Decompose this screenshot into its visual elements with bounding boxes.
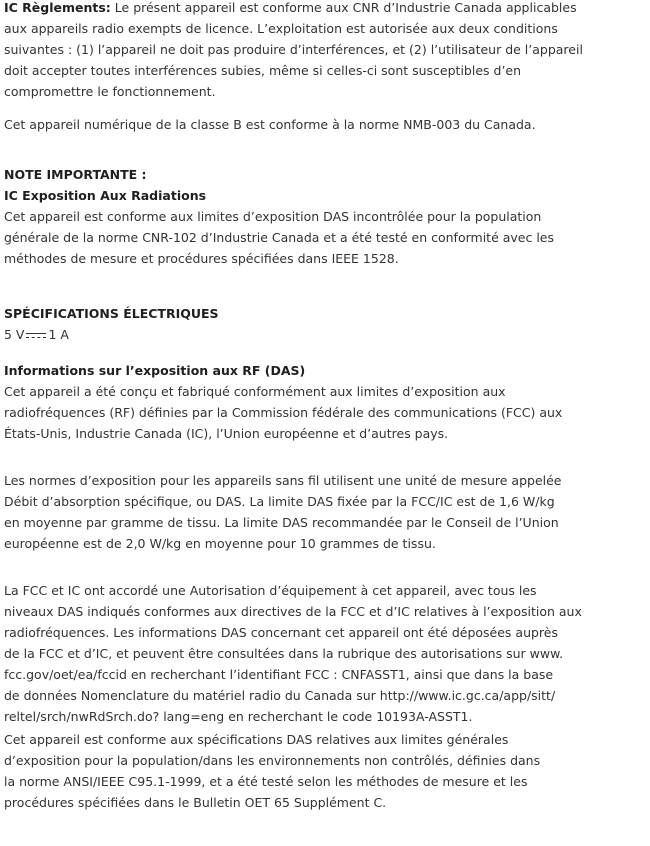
important-note-heading: NOTE IMPORTANTE : bbox=[4, 167, 147, 182]
ic-regulations-paragraph bbox=[4, 0, 644, 102]
regulations-title: IC Règlements: bbox=[4, 0, 111, 15]
rf-exposure-line: États-Unis, Industrie Canada (IC), l’Union européenne et d’autres pays. bbox=[4, 426, 449, 441]
authorization-line: La FCC et IC ont accordé une Autorisation d’équipement à cet appareil, avec tous les bbox=[4, 583, 537, 598]
das-limits-paragraph bbox=[4, 470, 644, 554]
radiation-exposure-subheading: IC Exposition Aux Radiations bbox=[4, 188, 207, 203]
authorization-line: fcc.gov/oet/ea/fccid en recherchant l’identifiant FCC : CNFASST1, ainsi que dans la base bbox=[4, 667, 554, 682]
compliance-line: la norme ANSI/IEEE C95.1-1999, et a été testé selon les méthodes de mesure et les bbox=[4, 774, 528, 789]
rf-exposure-line: Cet appareil a été conçu et fabriqué conformément aux limites d’exposition aux bbox=[4, 384, 506, 399]
regulations-line: aux appareils radio exempts de licence. L’exploitation est autorisée aux deux conditions bbox=[4, 21, 558, 36]
das-limits-line: Débit d’absorption spécifique, ou DAS. La limite DAS fixée par la FCC/IC est de 1,6 W/kg bbox=[4, 494, 555, 509]
electrical-specs-section bbox=[4, 303, 644, 345]
compliance-line: d’exposition pour la population/dans les environnements non contrôlés, définies dans bbox=[4, 753, 541, 768]
electrical-rating bbox=[4, 324, 644, 345]
important-note-line: générale de la norme CNR-102 d’Industrie Canada et a été testé en conformité avec les bbox=[4, 230, 555, 245]
regulations-line: suivantes : (1) l’appareil ne doit pas produire d’interférences, et (2) l’utilisateur de l’appareil bbox=[4, 42, 583, 57]
authorization-line: radiofréquences. Les informations DAS concernant cet appareil ont été déposées auprès bbox=[4, 625, 558, 640]
authorization-line: niveaux DAS indiqués conformes aux directives de la FCC et d’IC relatives à l’exposition aux bbox=[4, 604, 582, 619]
regulations-first-line bbox=[4, 0, 644, 18]
compliance-line: procédures spécifiées dans le Bulletin OET 65 Supplément C. bbox=[4, 795, 387, 810]
compliance-line: Cet appareil est conforme aux spécifications DAS relatives aux limites générales bbox=[4, 732, 509, 747]
regulations-line: doit accepter toutes interférences subies, même si celles-ci sont susceptibles d’en bbox=[4, 63, 522, 78]
class-b-paragraph bbox=[4, 114, 644, 135]
authorization-line: de données Nomenclature du matériel radio du Canada sur http://www.ic.gc.ca/app/sitt/ bbox=[4, 688, 556, 703]
electrical-specs-heading: SPÉCIFICATIONS ÉLECTRIQUES bbox=[4, 306, 219, 321]
das-limits-line: en moyenne par gramme de tissu. La limite DAS recommandée par le Conseil de l’Union bbox=[4, 515, 559, 530]
important-note-section bbox=[4, 164, 644, 269]
important-note-line: méthodes de mesure et procédures spécifiées dans IEEE 1528. bbox=[4, 251, 399, 266]
rf-exposure-line: radiofréquences (RF) définies par la Commission fédérale des communications (FCC) aux bbox=[4, 405, 563, 420]
authorization-line: de la FCC et d’IC, et peuvent être consultées dans la rubrique des autorisations sur www. bbox=[4, 646, 564, 661]
regulations-line: compromettre le fonctionnement. bbox=[4, 84, 216, 99]
class-b-text: Cet appareil numérique de la classe B est conforme à la norme NMB-003 du Canada. bbox=[4, 117, 536, 132]
current-value: 1 A bbox=[48, 327, 69, 342]
das-limits-line: Les normes d’exposition pour les appareils sans fil utilisent une unité de mesure appelée bbox=[4, 473, 562, 488]
important-note-line: Cet appareil est conforme aux limites d’exposition DAS incontrôlée pour la population bbox=[4, 209, 542, 224]
regulations-line: Le présent appareil est conforme aux CNR d’Industrie Canada applicables bbox=[110, 0, 577, 15]
das-limits-line: européenne est de 2,0 W/kg en moyenne pour 10 grammes de tissu. bbox=[4, 536, 436, 551]
authorization-line: reltel/srch/nwRdSrch.do? lang=eng en recherchant le code 10193A-ASST1. bbox=[4, 709, 473, 724]
rf-exposure-section bbox=[4, 360, 644, 444]
authorization-paragraph bbox=[4, 580, 644, 727]
rf-exposure-heading: Informations sur l’exposition aux RF (DAS) bbox=[4, 363, 306, 378]
dc-current-icon bbox=[25, 331, 47, 340]
voltage-value: 5 V bbox=[4, 327, 25, 342]
compliance-paragraph bbox=[4, 729, 644, 813]
